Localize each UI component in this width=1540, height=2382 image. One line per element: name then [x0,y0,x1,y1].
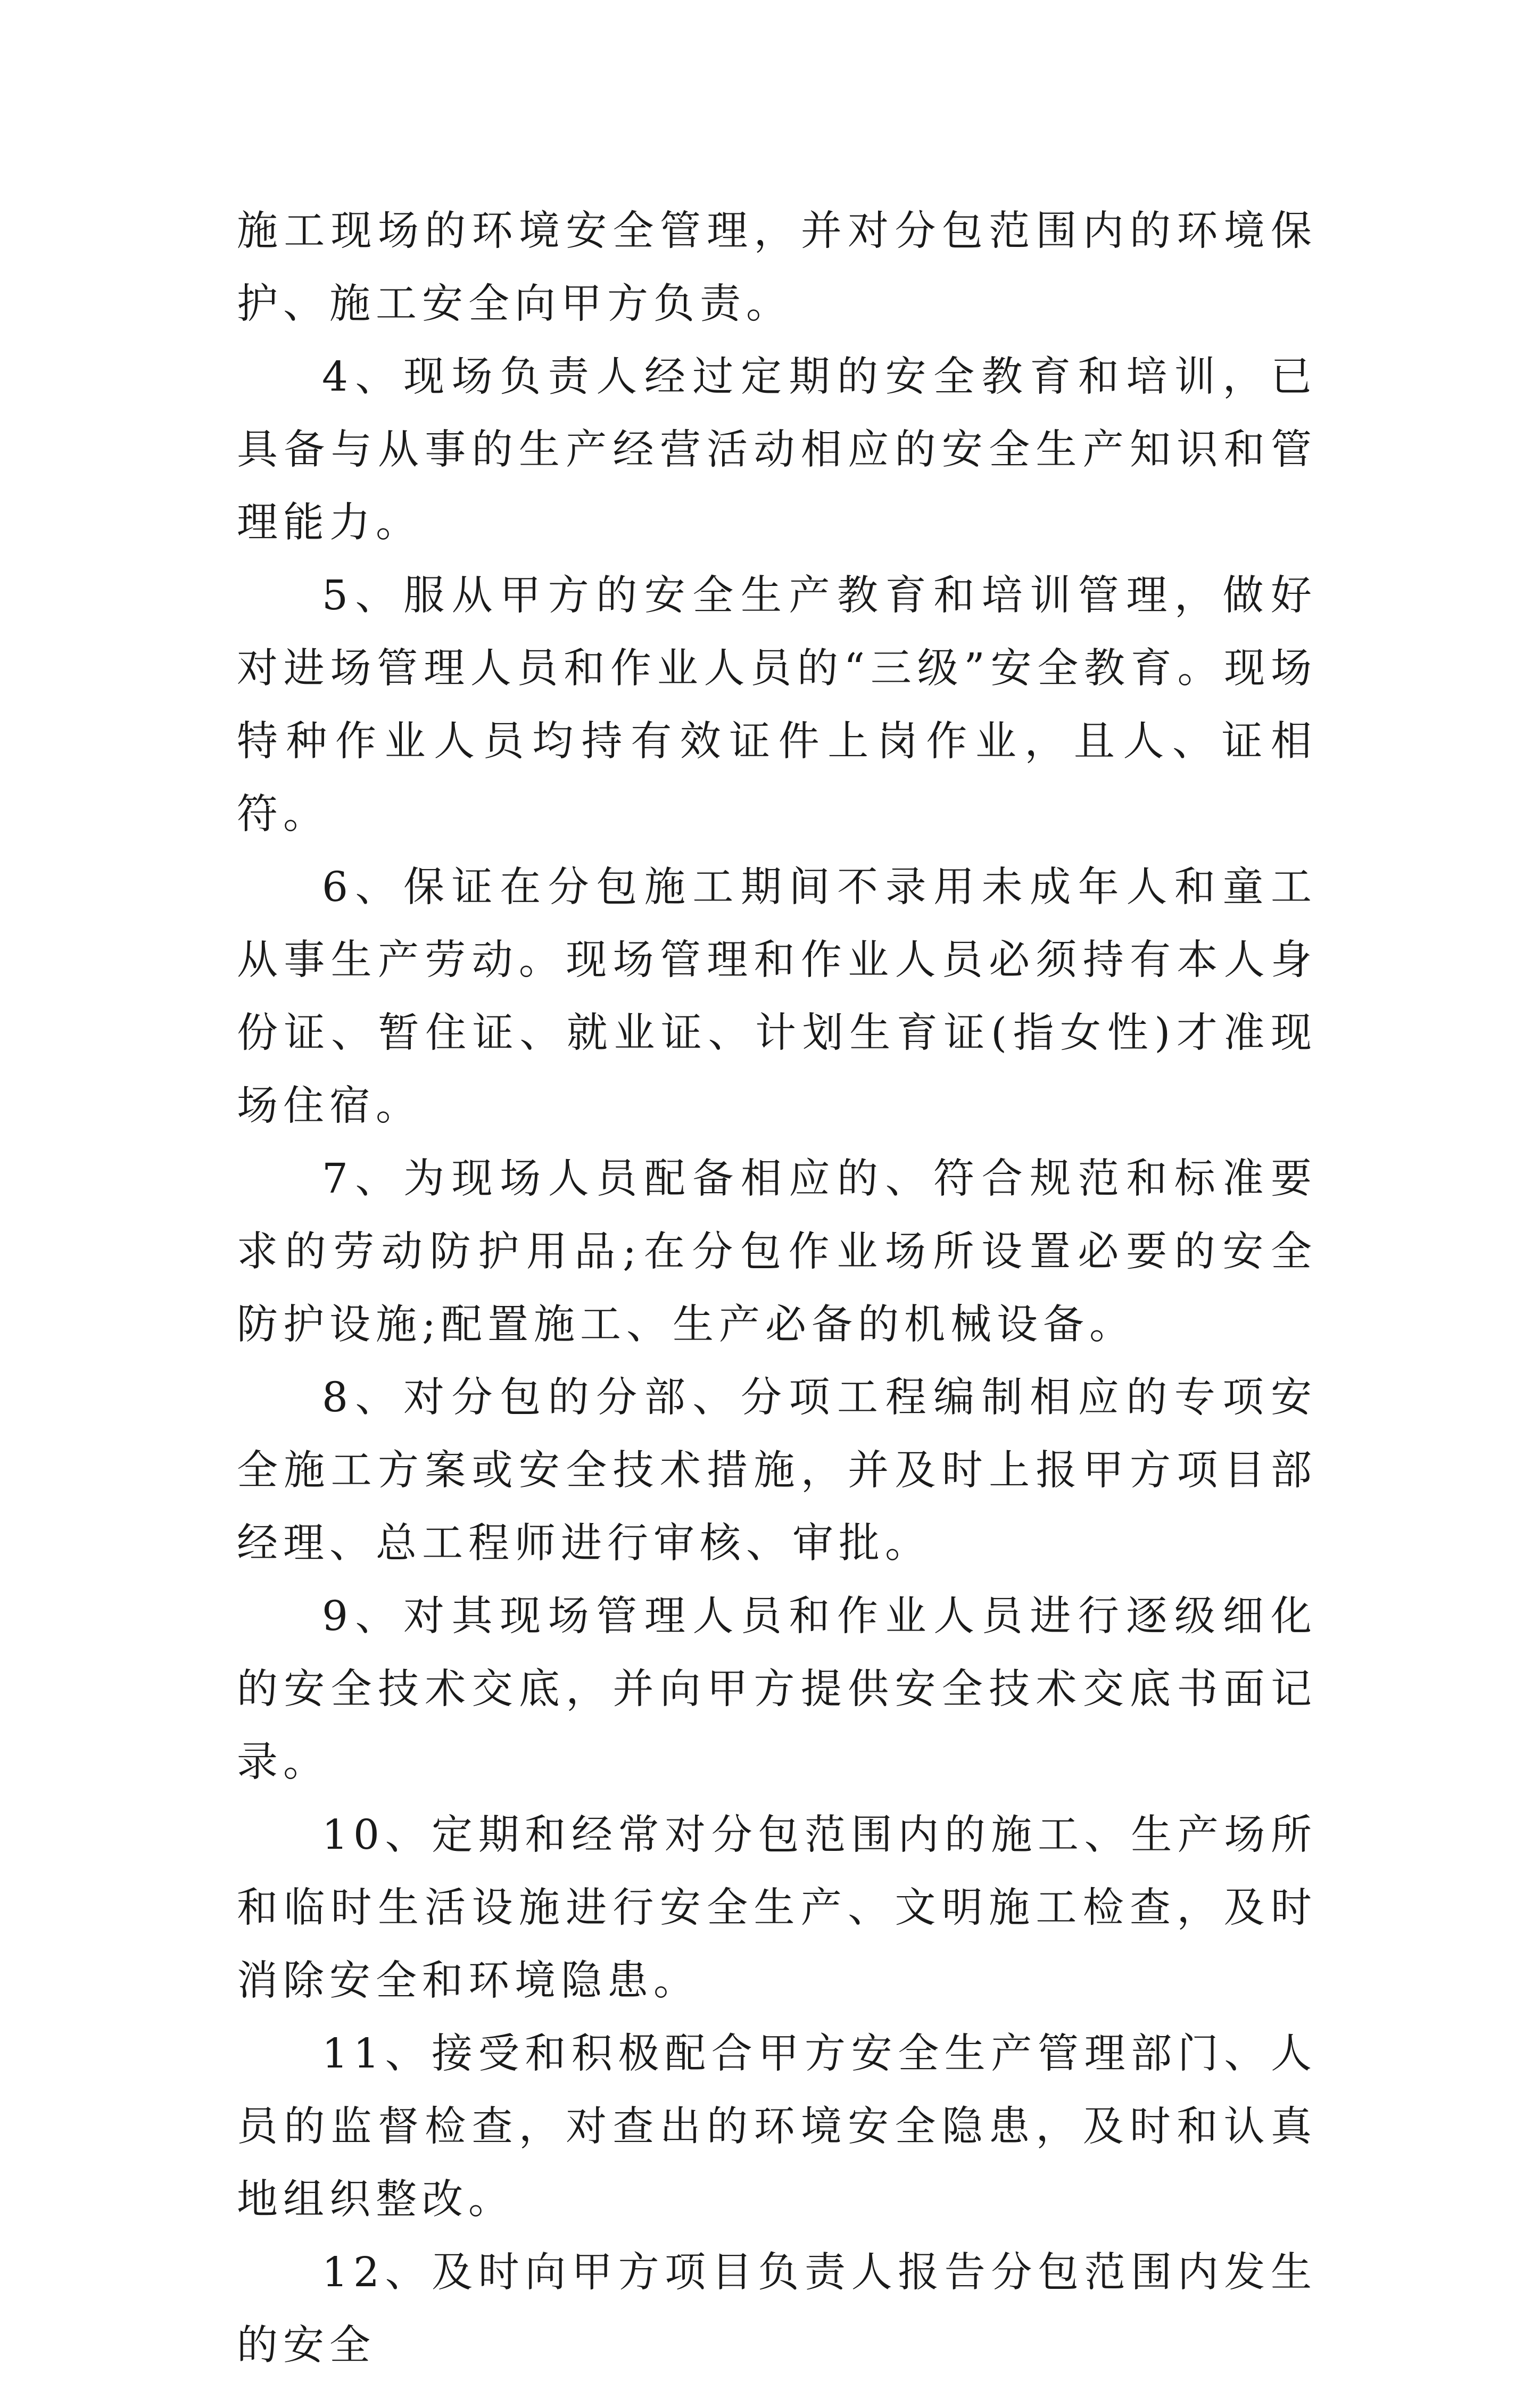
paragraph-item-11: 11、接受和积极配合甲方安全生产管理部门、人员的监督检查，对查出的环境安全隐患，及时和认真地组织整改。 [237,2030,1317,2223]
paragraph-item-6: 6、保证在分包施工期间不录用未成年人和童工从事生产劳动。现场管理和作业人员必须持有本人身份证、暂住证、就业证、计划生育证(指女性)才准现场住宿。 [237,864,1317,1130]
paragraph-item-7: 7、为现场人员配备相应的、符合规范和标准要求的劳动防护用品;在分包作业场所设置必要的安全防护设施;配置施工、生产必备的机械设备。 [237,1155,1317,1349]
body-text [237,195,1317,2382]
paragraph-item-8: 8、对分包的分部、分项工程编制相应的专项安全施工方案或安全技术措施，并及时上报甲方项目部经理、总工程师进行审核、审批。 [237,1374,1317,1567]
paragraph-item-4: 4、现场负责人经过定期的安全教育和培训，已具备与从事的生产经营活动相应的安全生产知识和管理能力。 [237,353,1317,547]
paragraph-item-12: 12、及时向甲方项目负责人报告分包范围内发生的安全 [237,2249,1317,2369]
paragraph-item-9: 9、对其现场管理人员和作业人员进行逐级细化的安全技术交底，并向甲方提供安全技术交底书面记录。 [237,1593,1317,1786]
paragraph-continuation: 施工现场的环境安全管理，并对分包范围内的环境保护、施工安全向甲方负责。 [237,208,1317,328]
paragraph-item-10: 10、定期和经常对分包范围内的施工、生产场所和临时生活设施进行安全生产、文明施工检查，及时消除安全和环境隐患。 [237,1812,1317,2005]
paragraph-item-5: 5、服从甲方的安全生产教育和培训管理，做好对进场管理人员和作业人员的“三级”安全教育。现场特种作业人员均持有效证件上岗作业，且人、证相符。 [237,572,1317,838]
